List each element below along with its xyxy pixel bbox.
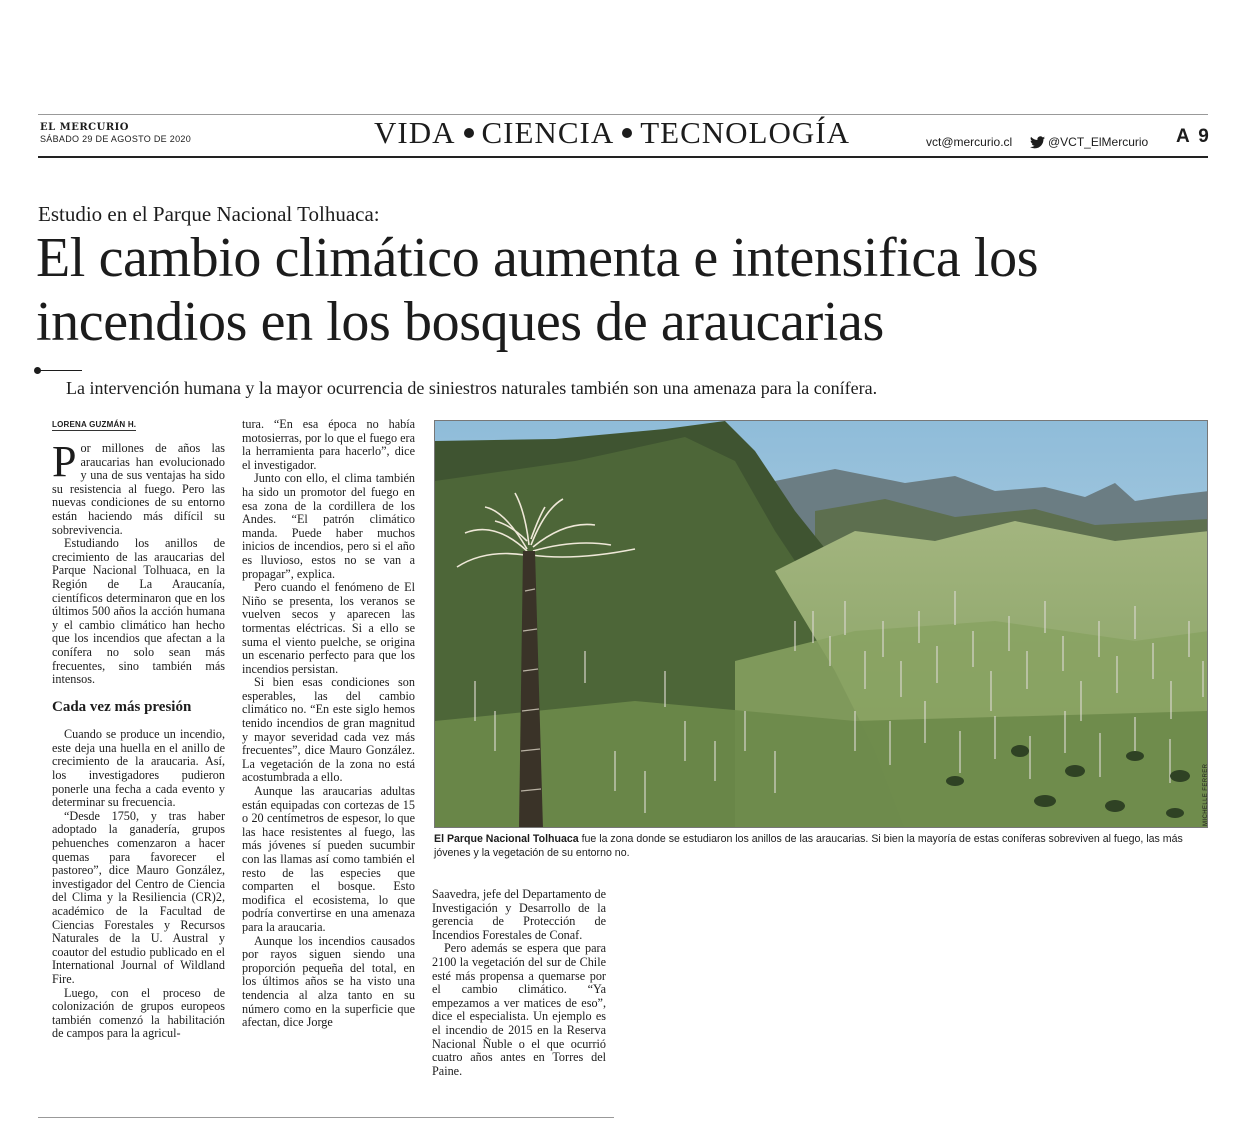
drop-cap: P xyxy=(52,437,77,486)
issue-date: SÁBADO 29 DE AGOSTO DE 2020 xyxy=(40,134,191,144)
twitter-bird-icon xyxy=(1030,136,1045,149)
body-paragraph: Saavedra, jefe del Departamento de Investigación y Desarrollo de la gerencia de Protección de Incendios Forestales de Conaf. xyxy=(432,887,606,942)
section-word: TECNOLOGÍA xyxy=(640,115,850,150)
twitter-handle-text: @VCT_ElMercurio xyxy=(1048,135,1149,149)
body-paragraph: Estudiando los anillos de crecimiento de las araucarias del Parque Nacional Tolhuaca, en la Región de La Araucanía, científicos determinaron que en los últimos 500 años la acción humana y el cambio climático han hecho que los incendios que afectan a la conífera no solo sean más frecuentes, sino también más intensos. xyxy=(52,536,225,687)
paragraph-text: or millones de años las araucarias han evolucionado y una de sus ventajas ha sido su resistencia al fuego. Pero las nuevas condiciones de su entorno están haciendo más difícil su sobrevivencia. xyxy=(52,441,225,537)
section-title xyxy=(374,115,874,151)
section-word: VIDA xyxy=(374,115,456,150)
article-subhead: Cada vez más presión xyxy=(52,698,192,715)
body-paragraph: Si bien esas condiciones son esperables, las del cambio climático no. “En este siglo hemos tenido incendios de gran magnitud y mayor severidad cada vez más frecuentes”, dice Mauro González. La vegetación de la zona no está acostumbrada a ello. xyxy=(242,675,415,785)
photo-caption xyxy=(434,832,1210,860)
article-deck: La intervención humana y la mayor ocurrencia de siniestros naturales también son una amenaza para la conífera. xyxy=(66,378,878,398)
paper-name: EL MERCURIO xyxy=(40,122,130,133)
deck-rule xyxy=(38,370,82,371)
bullet-icon xyxy=(464,128,474,138)
article-photo xyxy=(434,420,1208,828)
forest-landscape-illustration xyxy=(435,421,1208,828)
twitter-handle[interactable] xyxy=(1030,135,1148,149)
article-kicker: Estudio en el Parque Nacional Tolhuaca: xyxy=(38,202,380,226)
body-column-3 xyxy=(432,888,606,1078)
caption-lead: El Parque Nacional Tolhuaca xyxy=(434,833,579,845)
caption-text: fue la zona donde se estudiaron los anillos de las araucarias. Si bien la mayoría de estas coníferas sobreviven al fuego, las más jóvenes y la vegetación de su entorno no. xyxy=(434,833,1183,859)
page-number: A 9 xyxy=(1176,126,1211,147)
body-paragraph: Aunque los incendios causados por rayos siguen siendo una proporción pequeña del total, en los últimos años se ha visto una tendencia al alza tanto en su número como en la superficie que afectan, dice Jorge xyxy=(242,933,415,1030)
body-paragraph: Aunque las araucarias adultas están equipadas con cortezas de 15 o 20 centímetros de espesor, lo que las hace resistentes al fuego, las más jóvenes sí pueden sucumbir con las llamas así como también el resto de las especies que comparten el bosque. Esto modifica el ecosistema, lo que podría convertirse en una amenaza para la araucaria. xyxy=(242,784,415,934)
section-word: CIENCIA xyxy=(481,115,615,150)
body-column-1 xyxy=(52,437,225,1041)
body-paragraph: Cuando se produce un incendio, este deja una huella en el anillo de crecimiento de la araucaria. Así, los investigadores pudieron ponerle una fecha a cada evento y determinar su frecuencia. xyxy=(52,727,225,810)
body-column-2 xyxy=(242,418,415,1030)
body-paragraph: “Desde 1750, y tras haber adoptado la ganadería, grupos pehuenches comenzaron a hacer quemas para favorecer el pastoreo”, dice Mauro González, investigador del Centro de Ciencia del Clima y la Resiliencia (CR)2, académico de la Facultad de Ciencias Forestales y Recursos Naturales de la U. Austral y coautor del estudio publicado en el International Journal of Wildland Fire. xyxy=(52,808,225,986)
photo-credit: MICHELLE FERRER xyxy=(1203,763,1209,826)
body-paragraph: Luego, con el proceso de colonización de grupos europeos también comenzó la habilitación de campos para la agricul- xyxy=(52,985,225,1041)
body-paragraph: Pero además se espera que para 2100 la vegetación del sur de Chile esté más propensa a quemarse por el cambio climático. “Ya empezamos a ver matices de eso”, dice el especialista. Un ejemplo es el incendio de 2015 en la Reserva Nacional Ñuble o el que ocurrió cuatro años antes en Torres del Paine. xyxy=(432,941,606,1078)
body-paragraph xyxy=(52,437,225,537)
footer-rule xyxy=(38,1117,614,1118)
body-paragraph: tura. “En esa época no había motosierras, por lo que el fuego era la herramienta para hacerlo”, dice el investigador. xyxy=(242,417,415,472)
body-paragraph: Pero cuando el fenómeno de El Niño se presenta, los veranos se vuelven secos y aparecen las tormentas eléctricas. Si a ello se suma el viento puelche, se origina un escenario perfecto para que los incendios persistan. xyxy=(242,580,415,676)
body-paragraph: Junto con ello, el clima también ha sido un promotor del fuego en esa zona de la cordillera de los Andes. “El patrón climático manda. Puede haber muchos inicios de incendios, pero si el año es lluvioso, estos no se van a propagar”, explica. xyxy=(242,471,415,581)
article-headline: El cambio climático aumenta e intensifica los incendios en los bosques de araucarias xyxy=(36,227,1039,353)
section-email[interactable]: vct@mercurio.cl xyxy=(926,135,1013,149)
masthead-bottom-rule xyxy=(38,156,1208,158)
bullet-icon xyxy=(622,128,632,138)
byline: LORENA GUZMÁN H. xyxy=(52,420,137,429)
